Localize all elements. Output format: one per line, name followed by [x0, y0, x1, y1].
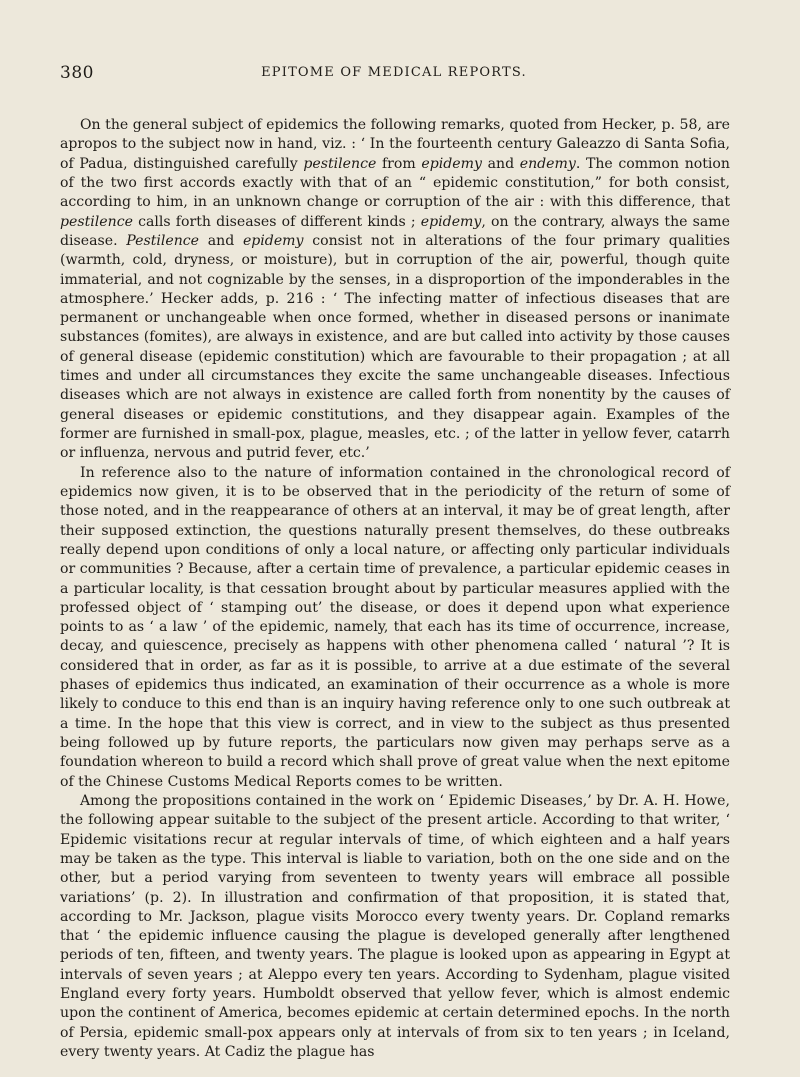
text-run: and [199, 232, 243, 249]
text-run: On the general subject of epidemics the following remarks, quoted from Hecker, p. 58, are apropos to the subject now in hand, viz. : ‘ In the fourteenth century Galeazzo di Santa Sofia, of Padua, distinguished carefully [60, 117, 730, 172]
text-run: Among the propositions contained in the work on ‘ Epidemic Diseases,’ by Dr. A. H. Howe, the following appear suitable to the subject of the present article. According to that writer, ‘ Epidemic visitations recur at regular intervals of time, of which eighteen and a half years may be taken as the type. This interval is liable to variation, both on the one side and on the other, but a period varying from seventeen to twenty years will embrace all possible variations’ (p. 2). In illustration and confirmation of that proposition, it is stated that, according to Mr. Jackson, plague visits Morocco every twenty years. Dr. Copland remarks that ‘ the epidemic influence causing the plague is developed generally after lengthened periods of ten, fifteen, and twenty years. The plague is looked upon as appearing in Egypt at intervals of seven years ; at Aleppo every ten years. According to Sydenham, plague visited England every forty years. Humboldt observed that yellow fever, which is almost endemic upon the continent of America, becomes epidemic at certain determined epochs. In the north of Persia, epidemic small-pox appears only at intervals of from six to ten years ; in Iceland, every twenty years. At Cadiz the plague has [60, 792, 730, 1060]
text-run: . The common notion of the two first accords exactly with that of an “ epidemic constitution,” for both consist, according to him, in an unknown change or corruption of the air : with this difference, that [60, 155, 730, 211]
italic-run: endemy [519, 155, 576, 172]
body-text [60, 116, 730, 1062]
italic-run: pestilence [60, 213, 133, 230]
italic-run: Pestilence [126, 232, 200, 249]
text-run: , on the contrary, always the same disease. [60, 213, 731, 249]
text-run: and [481, 155, 520, 172]
text-run: consist not in alterations of the four primary qualities (warmth, cold, dryness, or moisture), but in corruption of the air, powerful, though quite immaterial, and not cognizable by the senses, in a disproportion of the imponderables in the atmosphere.’ Hecker adds, p. 216 : ‘ The infecting matter of infectious diseases that are permanent or unchangeable when once formed, whether in diseased persons or inanimate substances (fomites), are always in existence, and are but called into activity by those causes of general disease (epidemic constitution) which are favourable to their propagation ; at all times and under all circumstances they excite the same unchangeable diseases. Infectious diseases which are not always in existence are called forth from nonentity by the causes of general diseases or epidemic constitutions, and they disappear again. Examples of the former are furnished in small-pox, plague, measles, etc. ; of the latter in yellow fever, catarrh or influenza, nervous and putrid fever, etc.’ [60, 232, 730, 462]
text-run: In reference also to the nature of information contained in the chronological record of epidemics now given, it is to be observed that in the periodicity of the return of some of those noted, and in the reappearance of others at an interval, it may be of great length, after their supposed extinction, the questions naturally present themselves, do these outbreaks really depend upon conditions of only a local nature, or affecting only particular individuals or communities ? Because, after a certain time of prevalence, a particular epidemic ceases in a particular locality, is that cessation brought about by particular measures applied with the professed object of ‘ stamping out’ the disease, or does it depend upon what experience points to as ‘ a law ’ of the epidemic, namely, that each has its time of occurrence, increase, decay, and quiescence, precisely as happens with other phenomena called ‘ natural ’? It is considered that in order, as far as it is possible, to arrive at a due estimate of the several phases of epidemics thus indicated, an examination of their occurrence as a whole is more likely to conduce to this end than is an inquiry having reference only to one such outbreak at a time. In the hope that this view is correct, and in view to the subject as thus presented being followed up by future reports, the particulars now given may perhaps serve as a foundation whereon to build a record which shall prove of great value when the next epitome of the Chinese Customs Medical Reports comes to be written. [60, 464, 730, 790]
page-header [60, 63, 728, 85]
text-run: from [376, 155, 422, 172]
page-number: 380 [60, 63, 94, 83]
paragraph-3 [60, 792, 730, 1062]
text-run: calls forth diseases of different kinds ; [132, 213, 421, 230]
italic-run: epidemy [421, 155, 482, 172]
italic-run: pestilence [303, 155, 377, 172]
italic-run: epidemy [420, 213, 482, 230]
paragraph-2 [60, 464, 730, 792]
italic-run: epidemy [242, 232, 304, 249]
running-title: EPITOME OF MEDICAL REPORTS. [261, 65, 527, 80]
paragraph-1 [60, 116, 730, 464]
